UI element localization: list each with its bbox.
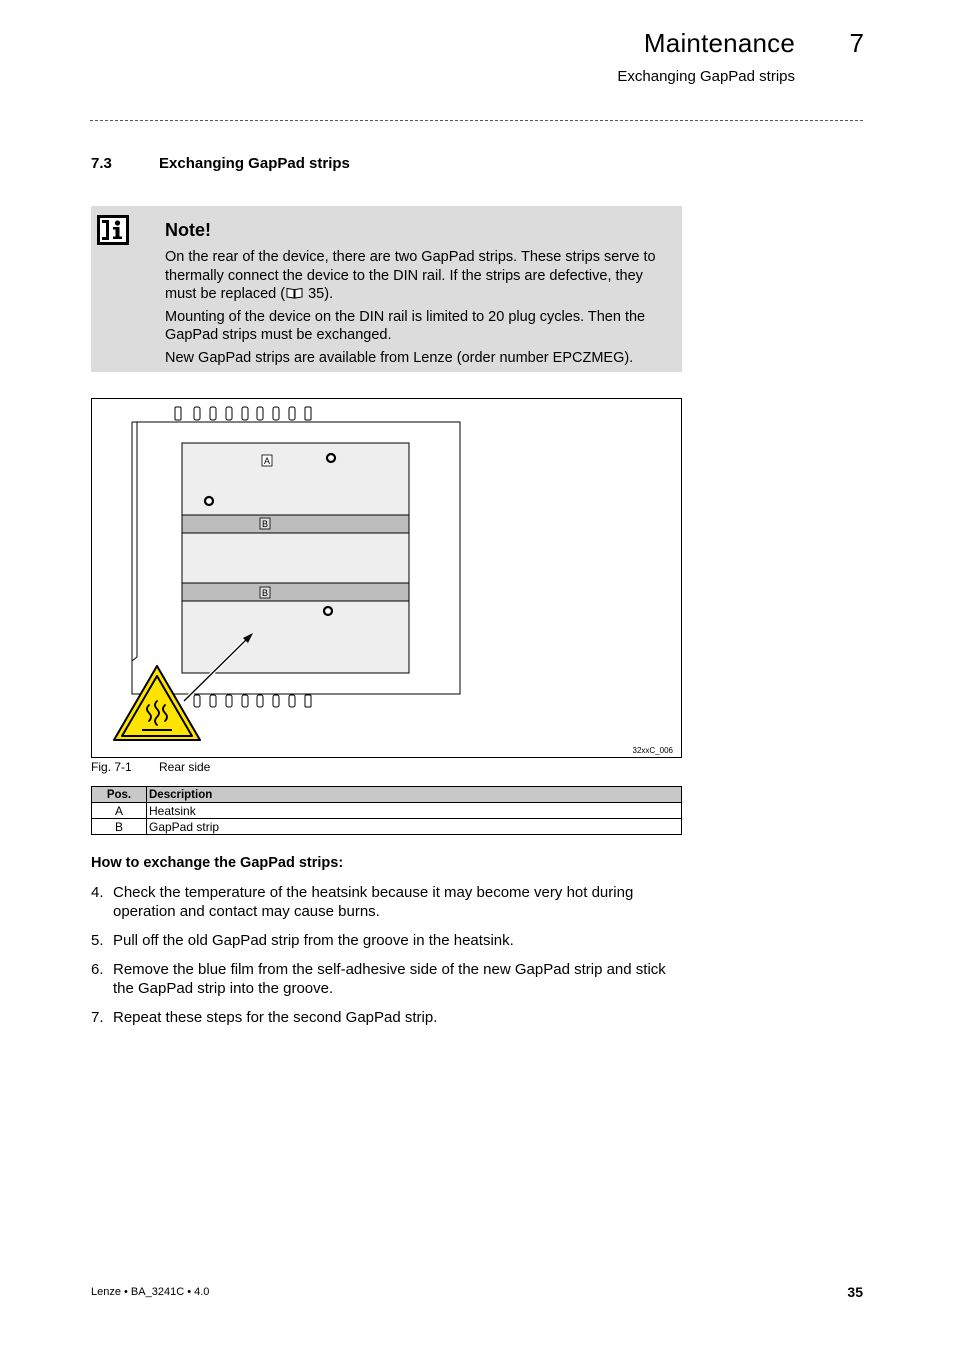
step-text: Remove the blue film from the self-adhesive side of the new GapPad strip and stick the GapPad strip into the groove. <box>113 961 666 997</box>
chapter-subtitle: Exchanging GapPad strips <box>617 68 795 85</box>
figure-caption-text: Rear side <box>159 760 211 774</box>
note-paragraph-1-text: On the rear of the device, there are two GapPad strips. These strips serve to thermally connect the device to the DIN rail. If the strips are defective, they must be replaced ( <box>165 249 656 302</box>
figure-code: 32xxC_006 <box>632 746 673 755</box>
note-paragraph-1 <box>165 248 670 304</box>
note-title: Note! <box>165 220 211 240</box>
instructions-heading: How to exchange the GapPad strips: <box>91 855 344 871</box>
note-paragraph-3: New GapPad strips are available from Lenze (order number EPCZMEG). <box>165 349 634 366</box>
step-text: Pull off the old GapPad strip from the groove in the heatsink. <box>113 932 514 949</box>
step-number: 4. <box>91 884 104 901</box>
list-item <box>91 960 681 998</box>
list-item <box>91 931 681 950</box>
figure-caption-label: Fig. 7-1 <box>91 760 132 774</box>
gappad-strip-2 <box>182 583 409 601</box>
table-header-row <box>92 787 682 803</box>
list-item <box>91 1008 681 1027</box>
rear-side-figure <box>91 398 682 758</box>
table-row <box>92 819 682 835</box>
step-text: Repeat these steps for the second GapPad strip. <box>113 1009 438 1026</box>
table-cell-pos: A <box>92 803 147 819</box>
header-divider <box>90 120 863 121</box>
info-icon <box>97 215 129 245</box>
chapter-title: Maintenance <box>643 28 795 58</box>
note-body <box>165 248 670 371</box>
heatsink <box>182 443 409 673</box>
column-header-pos: Pos. <box>92 787 147 803</box>
step-number: 6. <box>91 961 104 978</box>
label-b-2: B <box>261 588 269 598</box>
device-rear-drawing <box>92 399 681 757</box>
step-number: 7. <box>91 1009 104 1026</box>
page-number: 35 <box>847 1284 863 1300</box>
table-cell-description: GapPad strip <box>147 819 682 835</box>
table-row <box>92 803 682 819</box>
top-vent-fins <box>175 407 311 420</box>
list-item <box>91 883 681 921</box>
note-box <box>91 206 682 372</box>
step-number: 5. <box>91 932 104 949</box>
note-paragraph-2: Mounting of the device on the DIN rail is limited to 20 plug cycles. Then the GapPad strips must be exchanged. <box>165 308 646 343</box>
footer-document-id: Lenze • BA_3241C • 4.0 <box>91 1286 210 1298</box>
book-icon <box>285 286 304 302</box>
instruction-steps <box>91 883 681 1037</box>
column-header-description: Description <box>147 787 682 803</box>
chapter-number: 7 <box>849 28 864 58</box>
section-title: Exchanging GapPad strips <box>159 155 350 172</box>
note-reference-page[interactable]: 35). <box>304 286 334 302</box>
section-number: 7.3 <box>91 155 112 172</box>
table-cell-pos: B <box>92 819 147 835</box>
label-a: A <box>263 456 271 466</box>
label-b-1: B <box>261 519 269 529</box>
bottom-vent-fins <box>194 695 311 707</box>
gappad-strip-1 <box>182 515 409 533</box>
legend-table <box>91 786 682 835</box>
table-cell-description: Heatsink <box>147 803 682 819</box>
step-text: Check the temperature of the heatsink because it may become very hot during operation and contact may cause burns. <box>113 884 634 920</box>
